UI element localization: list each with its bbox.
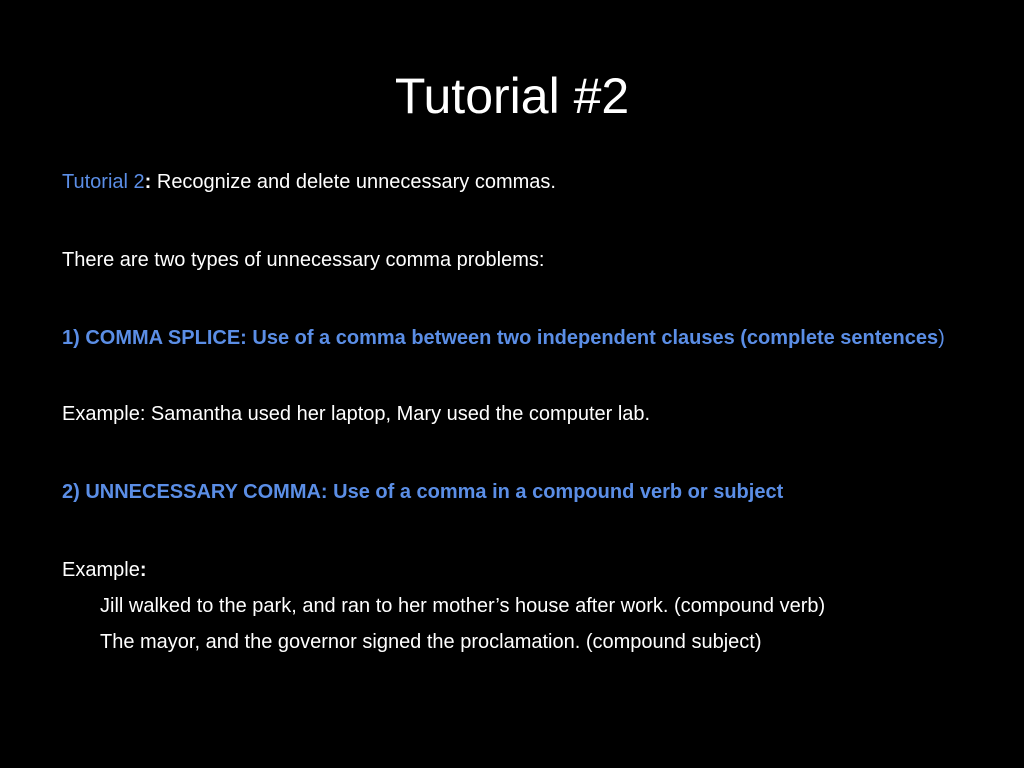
example-2-sub-2: The mayor, and the governor signed the proclamation. (compound subject) — [100, 631, 762, 653]
example-2-sub-1: Jill walked to the park, and ran to her mother’s house after work. (compound verb) — [100, 595, 826, 617]
example-2-word: Example — [62, 559, 140, 581]
types-intro: There are two types of unnecessary comma problems: — [62, 249, 545, 271]
comma-splice-text: 1) COMMA SPLICE: Use of a comma between two independent clauses (complete sentences — [62, 327, 939, 349]
tutorial-colon: : — [144, 171, 152, 193]
example-1: Example: Samantha used her laptop, Mary used the computer lab. — [62, 403, 651, 425]
slide-body — [62, 166, 962, 658]
tutorial-line — [62, 166, 962, 198]
tutorial-text: Recognize and delete unnecessary commas. — [151, 171, 556, 193]
comma-splice-item — [62, 322, 962, 354]
unnecessary-comma-item: 2) UNNECESSARY COMMA: Use of a comma in a compound verb or subject — [62, 481, 784, 503]
tutorial-label: Tutorial 2 — [62, 171, 145, 193]
example-2-colon: : — [139, 559, 147, 581]
example-2-label — [62, 554, 962, 586]
slide-title: Tutorial #2 — [394, 68, 630, 124]
comma-splice-close: ) — [938, 327, 945, 349]
